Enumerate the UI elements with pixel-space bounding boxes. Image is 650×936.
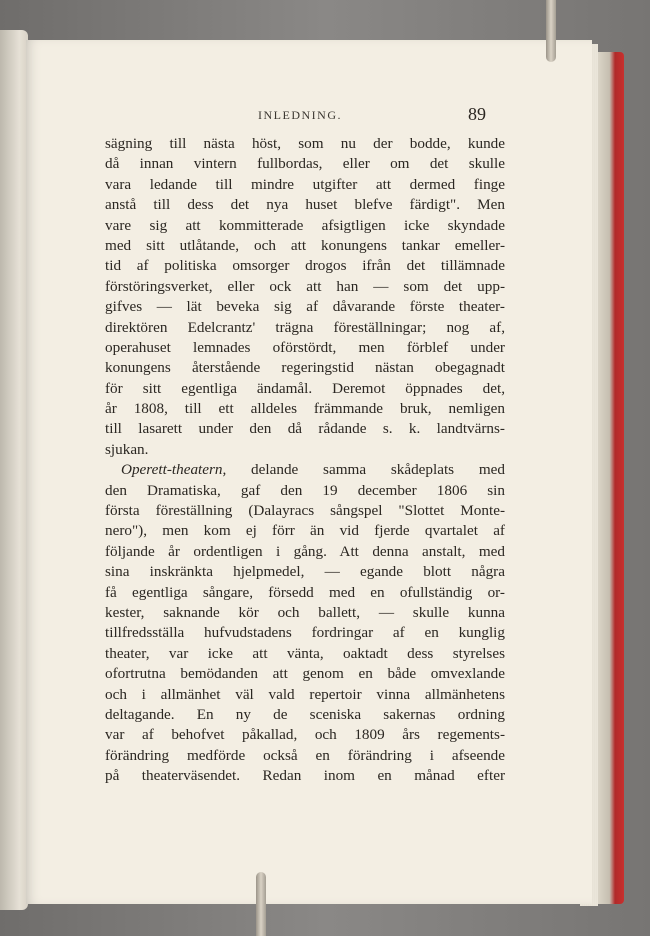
line-text: den Dramatiska, gaf den 19 december 1806 sin	[105, 481, 505, 499]
text-line	[105, 256, 505, 276]
page-number: 89	[468, 104, 486, 124]
text-line	[105, 338, 505, 358]
line-text: då innan vintern fullbordas, eller om det skulle	[105, 155, 505, 173]
line-text: deltagande. En ny de sceniska sakernas ordning	[105, 705, 505, 723]
text-line	[105, 766, 505, 786]
text-line	[105, 562, 505, 582]
line-text: sjukan.	[105, 440, 149, 458]
line-text: direktören Edelcrantz' trägna föreställningar; nog af,	[105, 318, 505, 336]
line-text: delande samma skådeplats med	[226, 461, 505, 479]
line-text: förändring medförde också en förändring i afseende	[105, 746, 505, 764]
text-line	[105, 460, 505, 480]
body-text	[105, 134, 505, 787]
line-text: tid af politiska omsorger drogos ifrån det tillämnade	[105, 257, 505, 275]
line-text: var af behofvet påkallad, och 1809 års regements-	[105, 726, 505, 744]
text-line	[105, 195, 505, 215]
text-line	[105, 154, 505, 174]
page-clip-top	[546, 0, 556, 62]
line-text: anstå till dess det nya huset blefve färdigt". Men	[105, 196, 505, 214]
line-text: få egentliga sångare, försedd med en ofullständig or-	[105, 583, 505, 601]
text-line	[105, 440, 505, 460]
text-line	[105, 175, 505, 195]
text-line	[105, 216, 505, 236]
line-text: kester, saknande kör och ballett, — skulle kunna	[105, 603, 505, 621]
page-clip-bottom	[256, 872, 266, 936]
line-text: förstöringsverket, eller ock att han — som det upp-	[105, 277, 505, 295]
line-text: på theaterväsendet. Redan inom en månad efter	[105, 767, 505, 785]
text-line	[105, 318, 505, 338]
text-line	[105, 501, 505, 521]
text-line	[105, 419, 505, 439]
facing-page-edge	[0, 30, 28, 910]
text-line	[105, 358, 505, 378]
text-line	[105, 725, 505, 745]
text-line	[105, 746, 505, 766]
line-text: gifves — lät beveka sig af dåvarande förste theater-	[105, 298, 505, 316]
line-text: tillfredsställa hufvudstadens fordringar af en kunglig	[105, 624, 505, 642]
italic-term: Operett-theatern,	[121, 461, 227, 479]
line-text: vara ledande till mindre utgifter att dermed finge	[105, 175, 505, 193]
line-text: och i allmänhet väl vald repertoir vinna allmänhetens	[105, 685, 505, 703]
text-line	[105, 399, 505, 419]
text-line	[105, 379, 505, 399]
text-line	[105, 685, 505, 705]
line-text: sägning till nästa höst, som nu der bodde, kunde	[105, 135, 505, 152]
text-line	[105, 705, 505, 725]
text-line	[105, 644, 505, 664]
text-line	[105, 277, 505, 297]
text-line	[105, 521, 505, 541]
text-line	[105, 134, 505, 154]
line-text: för sitt egentliga ändamål. Deremot öppnades det,	[105, 379, 505, 397]
text-line	[105, 297, 505, 317]
line-text: konungens återstående regeringstid nästan obegagnadt	[105, 359, 505, 377]
text-line	[105, 542, 505, 562]
line-text: operahuset lemnades oförstördt, men förblef under	[105, 338, 505, 356]
text-line	[105, 664, 505, 684]
line-text: år 1808, till ett alldeles främmande bruk, nemligen	[105, 400, 505, 418]
line-text: sina inskränkta hjelpmedel, — egande blott några	[105, 563, 505, 581]
line-text: vare sig att kommitterade afsigtligen icke skyndade	[105, 216, 505, 234]
line-text: ofortrutna bemödanden att genom en både omvexlande	[105, 665, 505, 683]
line-text: nero"), men kom ej förr än vid fjerde qvartalet af	[105, 522, 505, 540]
text-line	[105, 623, 505, 643]
line-text: första föreställning (Dalayracs sångspel "Slottet Monte-	[105, 502, 505, 520]
text-line	[105, 236, 505, 256]
text-line	[105, 603, 505, 623]
running-head: INLEDNING.	[258, 108, 342, 122]
line-text: med sitt utlåtande, och att konungens tankar emeller-	[105, 236, 505, 254]
line-text: theater, var icke att vänta, oaktadt dess styrelses	[105, 644, 505, 662]
text-line	[105, 583, 505, 603]
line-text: till lasarett under den då rådande s. k. landtvärns-	[105, 420, 505, 438]
text-line	[105, 481, 505, 501]
line-text: följande år ordentligen i gång. Att denna anstalt, med	[105, 542, 505, 560]
